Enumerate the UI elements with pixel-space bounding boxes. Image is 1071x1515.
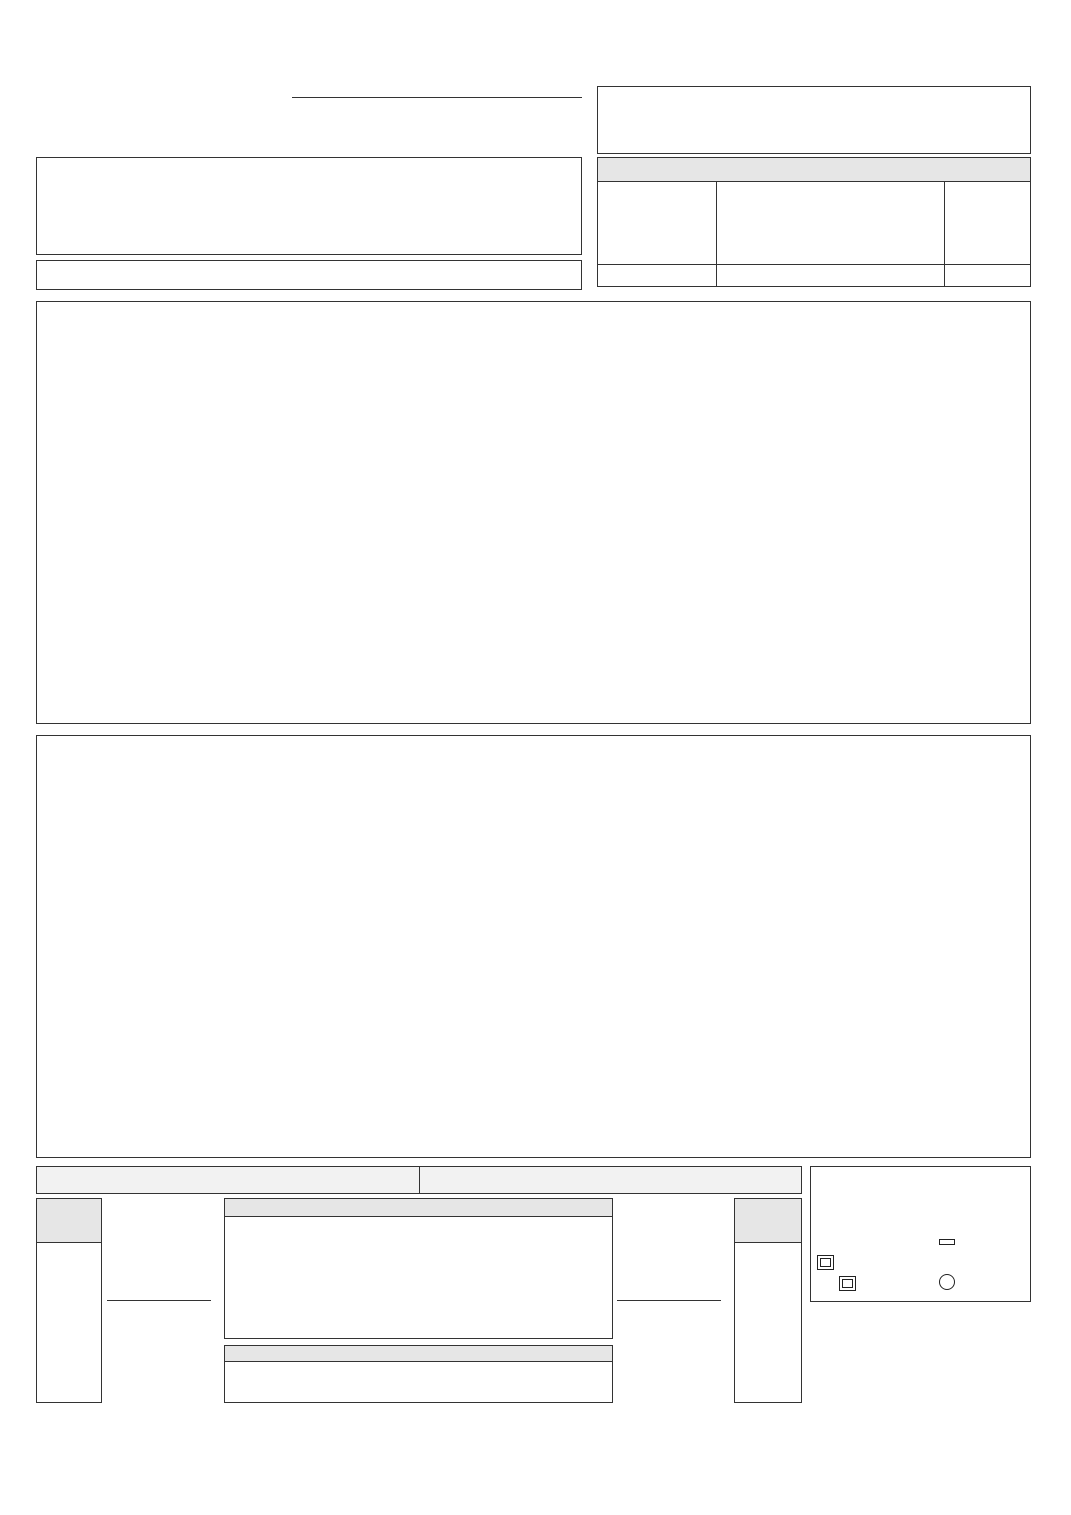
team2-stats <box>36 735 1031 1158</box>
left-rotation <box>36 1198 102 1403</box>
sets-table <box>597 157 1031 287</box>
scoreboard <box>597 86 1031 154</box>
team1-stats <box>36 301 1031 724</box>
def-title <box>225 1346 612 1362</box>
right-reception <box>617 1204 723 1404</box>
starter-square-icon <box>817 1255 834 1270</box>
first-serve-circle-icon <box>939 1274 955 1290</box>
defense-panel <box>224 1345 613 1403</box>
summary-team-bar <box>36 1166 802 1194</box>
legend <box>810 1166 1031 1302</box>
left-reception <box>107 1204 213 1404</box>
first-attack-panel <box>224 1198 613 1339</box>
fa-title <box>225 1199 612 1217</box>
right-rotation <box>734 1198 802 1403</box>
match-info <box>36 157 582 255</box>
sub-bar-icon <box>939 1239 955 1245</box>
referees <box>36 260 582 290</box>
setter-square-icon <box>839 1276 856 1291</box>
